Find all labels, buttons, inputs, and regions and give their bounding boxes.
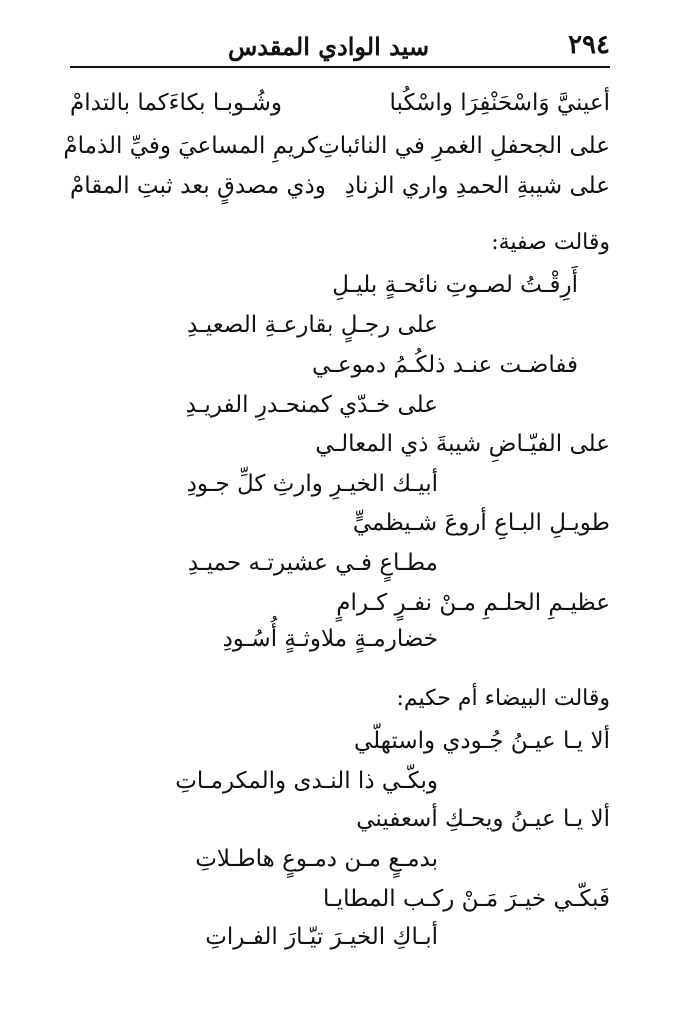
poem1-verse — [70, 175, 610, 198]
poem1-verse — [63, 133, 610, 159]
poem2-line: ففاضـت عنـد ذلكُـمُ دموعـي — [312, 352, 578, 378]
verse-second-hemistich: وشُـوبـا بكاءَكما بالتدامْ — [70, 90, 283, 116]
poem2-line: أبيـك الخيـرِ وارثِ كلِّ جـودِ — [186, 471, 438, 497]
poem3-line: ألا يـا عيـنُ ويحـكِ أسعفيني — [356, 806, 610, 832]
poem3-line: فَبكّـي خيـرَ مَـنْ ركـب المطايـا — [322, 886, 610, 912]
poem2-line: على رجـلٍ بقارعـةِ الصعيـدِ — [186, 312, 438, 338]
poem2-line: عظيـمِ الحلـمِ مـنْ نفـرٍ كـرامٍ — [336, 590, 610, 616]
section-heading-safiya: وقالت صفية: — [491, 230, 610, 255]
poem2-line: طويـلِ البـاعِ أروعَ شـيظميٍّ — [352, 510, 610, 536]
verse-first-hemistich: على شيبةِ الحمدِ واري الزنادِ — [344, 173, 610, 199]
poem1-verse — [70, 92, 610, 115]
poem3-line: ألا يـا عيـنُ جُـودي واستهلّي — [354, 728, 610, 754]
poem3-line: وبكّـي ذا النـدى والمكرمـاتِ — [175, 768, 438, 794]
poem2-line: مطـاعٍ فـي عشيرتـه حميـدِ — [187, 550, 438, 576]
poem2-line: أَرِقْـتُ لصـوتِ نائحـةٍ بليـلِ — [332, 272, 578, 298]
page-header — [70, 28, 610, 68]
verse-second-hemistich: وذي مصدقٍ بعد ثبتِ المقامْ — [70, 173, 326, 199]
verse-first-hemistich: أعينيَّ وَاسْحَنْفِرَا واسْكُبا — [389, 90, 610, 116]
page-number: ٢٩٤ — [568, 30, 610, 60]
poem2-line: خضارمـةٍ ملاوثـةٍ أُسُـودِ — [222, 626, 438, 652]
poem3-line: أبـاكِ الخيـرَ تيّـارَ الفـراتِ — [205, 924, 438, 950]
section-heading-baydaa: وقالت البيضاء أم حكيم: — [396, 686, 610, 711]
poem3-line: بدمـعٍ مـن دمـوعٍ هاطـلاتِ — [195, 846, 438, 872]
header-rule — [70, 66, 610, 68]
poem2-line: على الفيّـاضِ شيبةَ ذي المعالـي — [315, 431, 610, 457]
verse-second-hemistich: كريمِ المساعيَ وفيِّ الذمامْ — [63, 133, 319, 159]
poem2-line: على خـدّي كمنحـدرِ الفريـدِ — [185, 392, 438, 418]
running-title: سيد الوادي المقدس — [228, 32, 430, 61]
verse-first-hemistich: على الجحفلِ الغمرِ في النائباتِ — [318, 133, 610, 159]
